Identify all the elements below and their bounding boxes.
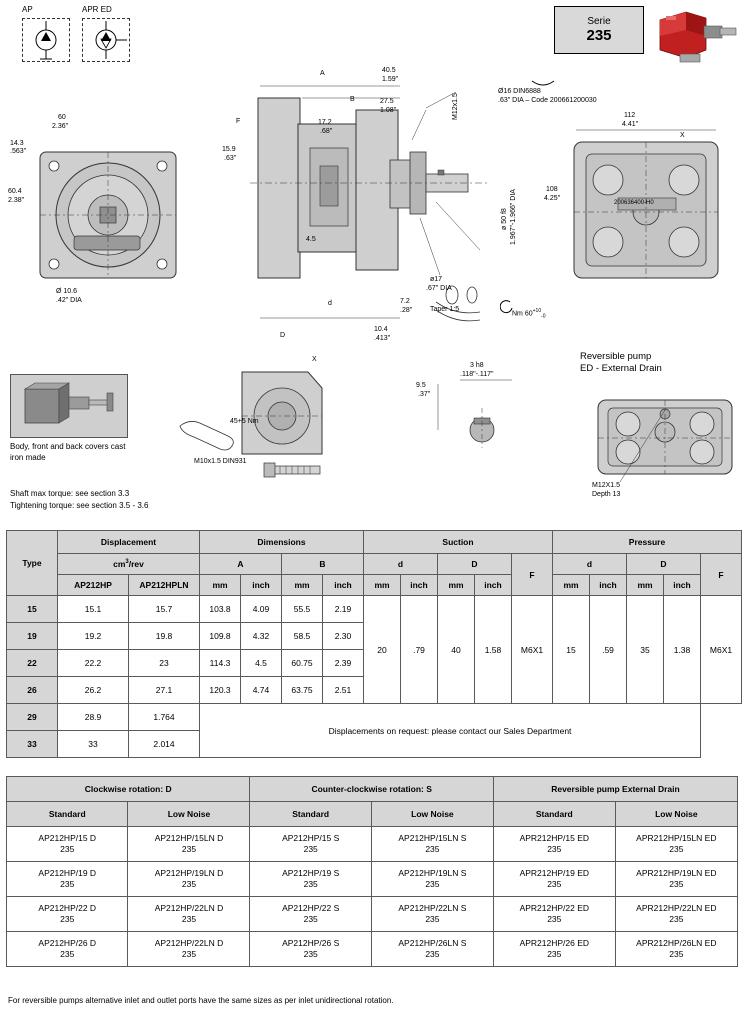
header-pressure-d-inch: inch <box>590 575 627 596</box>
rear-view-drawing <box>544 112 736 320</box>
row-a-mm: 109.8 <box>200 623 241 650</box>
row-disp-hp: 15.1 <box>58 596 129 623</box>
header-suction-D-inch: inch <box>475 575 512 596</box>
model-code: APR212HP/22LN ED 235 <box>615 897 737 932</box>
spec-table-header-row-1 <box>7 531 742 554</box>
pressure-D-mm: 35 <box>627 596 664 704</box>
row-disp-hp: 26.2 <box>58 677 129 704</box>
model-code: AP212HP/19LN S 235 <box>371 862 493 897</box>
dim-68: .68" <box>320 128 333 135</box>
row-a-mm: 120.3 <box>200 677 241 704</box>
model-code: APR212HP/26LN ED 235 <box>615 932 737 967</box>
row-type: 33 <box>7 731 58 758</box>
reversible-pump-drawing <box>590 392 740 486</box>
dim-108: 1.08" <box>380 107 397 114</box>
header-displacement-text: Displacement <box>100 537 157 547</box>
model-code: AP212HP/26 S 235 <box>250 932 371 967</box>
suction-F: M6X1 <box>512 596 553 704</box>
sub-lownoise-d: Low Noise <box>128 802 250 827</box>
model-code: AP212HP/15 D 235 <box>7 827 128 862</box>
row-a-in: 4.32 <box>241 623 282 650</box>
header-pressure: Pressure <box>553 531 742 554</box>
dim-rev-depth: Depth 13 <box>592 491 621 498</box>
dim-108-rear: 108 <box>546 186 558 193</box>
dim-441: 4.41" <box>622 121 639 128</box>
header-pressure-F: F <box>701 554 742 596</box>
x-detail-drawing <box>170 358 360 488</box>
row-disp-ln: 1.764 <box>129 704 200 731</box>
torque-symbol-icon <box>500 300 514 314</box>
torque-value: Nm 60 <box>512 310 533 318</box>
side-section-drawing <box>222 67 540 342</box>
reversible-title-2: ED - External Drain <box>580 363 662 375</box>
serie-badge <box>554 6 644 54</box>
symbol-ap-label: AP <box>22 5 33 14</box>
suction-D-mm: 40 <box>438 596 475 704</box>
reversible-pump-svg <box>590 392 740 484</box>
header-dimensions: Dimensions <box>200 531 364 554</box>
row-disp-hp: 22.2 <box>58 650 129 677</box>
pump-silhouette-box <box>10 374 128 438</box>
row-disp-ln: 15.7 <box>129 596 200 623</box>
dim-front-60: 60 <box>58 114 66 121</box>
spec-table-header-row-3 <box>7 575 742 596</box>
header-col-ap212hpln: AP212HPLN <box>129 575 200 596</box>
dim-front-238: 2.38" <box>8 197 25 204</box>
dim-72: 7.2 <box>400 298 410 305</box>
row-disp-ln: 27.1 <box>129 677 200 704</box>
row-b-in: 2.51 <box>323 677 364 704</box>
dim-A: A <box>320 70 325 77</box>
dim-key-3h8-in: .118"-.117" <box>460 371 494 378</box>
model-code: APR212HP/19LN ED 235 <box>615 862 737 897</box>
dim-F: F <box>236 118 241 125</box>
header-A: A <box>200 554 282 575</box>
header-pressure-D-mm: mm <box>627 575 664 596</box>
header-B-mm: mm <box>282 575 323 596</box>
dim-405: 40.5 <box>382 67 396 74</box>
pressure-D-inch: 1.38 <box>664 596 701 704</box>
dim-413: .413" <box>374 335 391 342</box>
dim-torque <box>512 308 546 320</box>
pressure-F: M6X1 <box>701 596 742 704</box>
model-table-wrapper <box>6 776 738 967</box>
x-detail-svg <box>170 358 360 488</box>
key-detail-svg <box>420 368 540 458</box>
header-suction: Suction <box>364 531 553 554</box>
note-tightening-torque: Tightening torque: see section 3.5 - 3.6 <box>10 501 149 510</box>
suction-d-mm: 20 <box>364 596 401 704</box>
header-suction-d-mm: mm <box>364 575 401 596</box>
row-a-mm: 103.8 <box>200 596 241 623</box>
torque-tol-sub: -0 <box>541 313 546 320</box>
row-a-in: 4.09 <box>241 596 282 623</box>
dim-front-236: 2.36" <box>52 123 69 130</box>
row-b-in: 2.19 <box>323 596 364 623</box>
dim-taper: Taper 1:5 <box>430 306 460 313</box>
model-code: AP212HP/15LN S 235 <box>371 827 493 862</box>
dim-425: 4.25" <box>544 195 561 202</box>
symbol-apred-group <box>82 6 130 62</box>
shaft-notes <box>10 488 410 512</box>
header-suction-F: F <box>512 554 553 596</box>
model-code: AP212HP/19 D 235 <box>7 862 128 897</box>
header-pressure-D-inch: inch <box>664 575 701 596</box>
suction-D-inch: 1.58 <box>475 596 512 704</box>
sub-standard-d: Standard <box>7 802 128 827</box>
header-col-ap212hp: AP212HP <box>58 575 129 596</box>
table-row <box>7 862 738 897</box>
dim-bottom-X: X <box>312 356 317 363</box>
header-suction-d: d <box>364 554 438 575</box>
model-code: AP212HP/15 S 235 <box>250 827 371 862</box>
dim-o50f8: ø 50 f8 <box>501 208 508 230</box>
key-detail-drawing <box>416 362 540 458</box>
row-b-mm: 55.5 <box>282 596 323 623</box>
row-b-mm: 63.75 <box>282 677 323 704</box>
model-code: AP212HP/19LN D 235 <box>128 862 250 897</box>
model-code: AP212HP/22 D 235 <box>7 897 128 932</box>
model-code: APR212HP/26 ED 235 <box>493 932 615 967</box>
table-row <box>7 596 742 623</box>
dim-front-604: 60.4 <box>8 188 22 195</box>
spec-table <box>6 530 742 758</box>
model-code: APR212HP/15 ED 235 <box>493 827 615 862</box>
model-code: AP212HP/19 S 235 <box>250 862 371 897</box>
row-b-mm: 60.75 <box>282 650 323 677</box>
pressure-d-inch: .59 <box>590 596 627 704</box>
row-disp-ln: 19.8 <box>129 623 200 650</box>
spec-table-wrapper <box>6 530 742 758</box>
dim-104: 10.4 <box>374 326 388 333</box>
row-a-mm: 114.3 <box>200 650 241 677</box>
row-type: 22 <box>7 650 58 677</box>
dim-key-95: 9.5 <box>416 382 426 389</box>
model-code: AP212HP/15LN D 235 <box>128 827 250 862</box>
row-type: 19 <box>7 623 58 650</box>
model-code: APR212HP/19 ED 235 <box>493 862 615 897</box>
model-code: APR212HP/15LN ED 235 <box>615 827 737 862</box>
pressure-d-mm: 15 <box>553 596 590 704</box>
header-A-mm: mm <box>200 575 241 596</box>
suction-d-inch: .79 <box>401 596 438 704</box>
sub-standard-s: Standard <box>250 802 371 827</box>
torque-tol-sup: +10 <box>532 308 542 314</box>
dim-front-143: 14.3 <box>10 140 24 147</box>
model-code: AP212HP/26LN S 235 <box>371 932 493 967</box>
dim-rear-X: X <box>680 132 685 139</box>
row-b-in: 2.30 <box>323 623 364 650</box>
displacement-request-note: Displacements on request: please contact our Sales Department <box>200 704 701 758</box>
front-view-svg <box>10 120 210 320</box>
dim-front-hole-in: .42" DIA <box>56 297 82 304</box>
row-type: 29 <box>7 704 58 731</box>
table-row <box>7 897 738 932</box>
ap-hydraulic-symbol-icon <box>23 19 69 61</box>
group-reversible: Reversible pump External Drain <box>493 777 737 802</box>
dim-front-hole: Ø 10.6 <box>56 288 78 295</box>
dim-m12: M12x1.5 <box>452 93 459 120</box>
dim-275: 27.5 <box>380 98 394 105</box>
dim-63: .63" <box>224 155 237 162</box>
header-displacement <box>58 531 200 554</box>
row-type: 15 <box>7 596 58 623</box>
header-B-inch: inch <box>323 575 364 596</box>
model-code: AP212HP/22 S 235 <box>250 897 371 932</box>
header-pressure-d-mm: mm <box>553 575 590 596</box>
row-a-in: 4.74 <box>241 677 282 704</box>
material-note-group <box>10 374 138 464</box>
header-suction-d-inch: inch <box>401 575 438 596</box>
rear-view-svg <box>556 120 736 320</box>
dim-o17: ø17 <box>430 276 443 283</box>
header-A-inch: inch <box>241 575 282 596</box>
header-B: B <box>282 554 364 575</box>
header-type: Type <box>7 531 58 596</box>
pump-render-icon <box>650 6 742 70</box>
dim-key-37: .37" <box>418 391 431 398</box>
material-note-text: Body, front and back covers cast iron made <box>10 442 126 462</box>
row-disp-ln: 23 <box>129 650 200 677</box>
note-shaft-torque: Shaft max torque: see section 3.3 <box>10 489 130 498</box>
pump-silhouette-icon <box>11 375 127 437</box>
serie-label: Serie <box>587 16 611 27</box>
model-code: AP212HP/22LN D 235 <box>128 897 250 932</box>
row-disp-hp: 19.2 <box>58 623 129 650</box>
nameplate-code: 200636400-H0 <box>614 200 654 206</box>
model-code: AP212HP/22LN D 235 <box>128 932 250 967</box>
keyway-icon <box>530 79 556 89</box>
dim-rev-m12: M12X1.5 <box>592 482 621 489</box>
dim-45: 4.5 <box>306 236 316 243</box>
reversible-pump-group <box>580 352 740 375</box>
row-b-in: 2.39 <box>323 650 364 677</box>
reversible-title-1: Reversible pump <box>580 351 652 362</box>
front-view-drawing <box>8 114 210 320</box>
dim-wrench-torque: 45+5 Nm <box>230 418 259 425</box>
model-code: APR212HP/22 ED 235 <box>493 897 615 932</box>
table-row <box>7 932 738 967</box>
row-disp-hp: 28.9 <box>58 704 129 731</box>
group-counterclockwise: Counter-clockwise rotation: S <box>250 777 493 802</box>
dim-d: d <box>328 300 332 307</box>
dim-B: B <box>350 96 355 103</box>
header-suction-D-mm: mm <box>438 575 475 596</box>
dim-screw-spec: M10x1.5 DIN931 <box>194 458 247 465</box>
model-code: AP212HP/22LN S 235 <box>371 897 493 932</box>
symbol-apred-box <box>82 18 130 62</box>
symbol-apred-label: APR ED <box>82 5 112 14</box>
dim-din6888-code: .63" DIA – Code 200661200030 <box>498 97 597 104</box>
model-table <box>6 776 738 967</box>
dim-o50f8-in: 1.967"-1.966" DIA <box>510 189 517 245</box>
dim-159-top: 1.59" <box>382 76 399 83</box>
row-type: 26 <box>7 677 58 704</box>
dim-key-3h8: 3 h8 <box>470 362 484 369</box>
table-row <box>7 827 738 862</box>
row-disp-hp: 33 <box>58 731 129 758</box>
row-disp-ln: 2.014 <box>129 731 200 758</box>
dim-112: 112 <box>624 112 636 119</box>
group-clockwise: Clockwise rotation: D <box>7 777 250 802</box>
symbol-ap-group <box>22 6 70 62</box>
dim-o17-in: .67" DIA <box>426 285 452 292</box>
row-a-in: 4.5 <box>241 650 282 677</box>
serie-number: 235 <box>586 27 612 44</box>
sub-lownoise-s: Low Noise <box>371 802 493 827</box>
sub-lownoise-ed: Low Noise <box>615 802 737 827</box>
sub-standard-ed: Standard <box>493 802 615 827</box>
dim-172: 17.2 <box>318 119 332 126</box>
apr-ed-hydraulic-symbol-icon <box>83 19 129 61</box>
header-suction-D: D <box>438 554 512 575</box>
table-row <box>7 704 742 731</box>
symbol-ap-box <box>22 18 70 62</box>
model-code: AP212HP/26 D 235 <box>7 932 128 967</box>
footer-note: For reversible pumps alternative inlet and outlet ports have the same sizes as per inlet unidirectional rotation. <box>8 996 394 1005</box>
model-table-sub-header <box>7 802 738 827</box>
spec-table-header-row-2 <box>7 554 742 575</box>
dim-D: D <box>280 332 286 339</box>
header-displacement-unit: $cm^3$/rev <box>58 554 200 575</box>
dim-159: 15.9 <box>222 146 236 153</box>
dim-front-563: .563" <box>10 148 27 155</box>
header-pressure-d: d <box>553 554 627 575</box>
header-pressure-D: D <box>627 554 701 575</box>
pump-3d-image <box>650 6 742 70</box>
model-table-group-header <box>7 777 738 802</box>
dim-din6888: Ø16 DIN6888 <box>498 88 541 95</box>
dim-28: .28" <box>400 307 413 314</box>
row-b-mm: 58.5 <box>282 623 323 650</box>
